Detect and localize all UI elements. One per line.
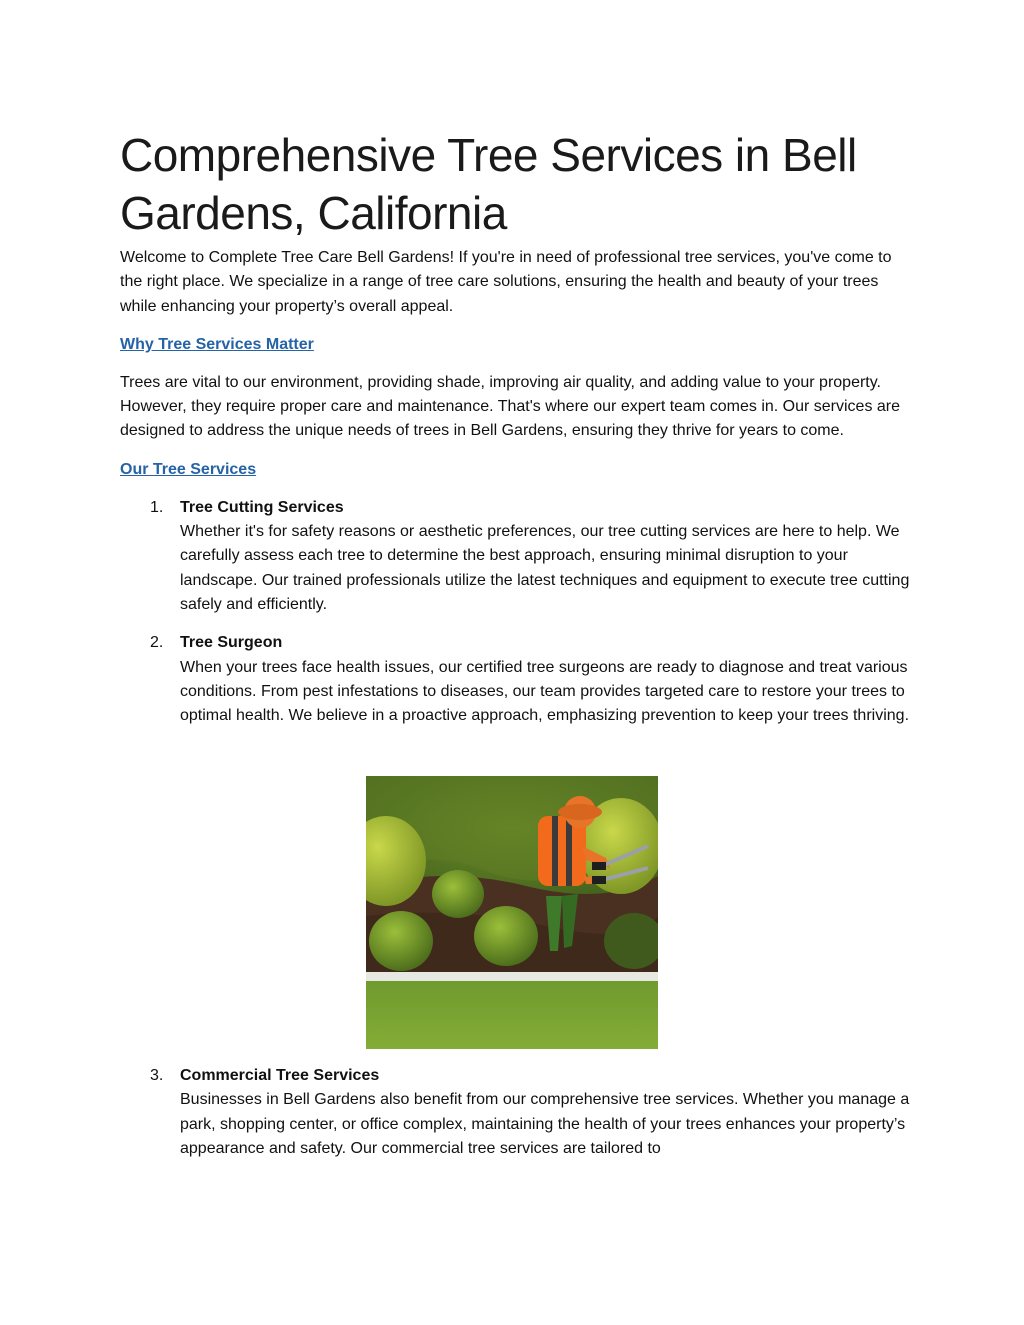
gardener-trimming-hedge-photo — [366, 776, 658, 1049]
intro-paragraph: Welcome to Complete Tree Care Bell Gardens! If you're in need of professional tree services, you've come to the right place. We specialize in a range of tree care solutions, ensuring the health and beauty of your trees while enhancing your property’s overall appeal. — [120, 249, 892, 315]
service-description: Whether it's for safety reasons or aesthetic preferences, our tree cutting services are here to help. We carefully assess each tree to determine the best approach, ensuring minimal disruption to your landscape. Our trained professionals utilize the latest techniques and equipment to execute tree cutting safely and efficiently. — [180, 523, 910, 613]
service-description: Businesses in Bell Gardens also benefit from our comprehensive tree services. Whether you manage a park, shopping center, or office complex, maintaining the health of your trees enhances your property’s appearance and safety. Our commercial tree services are tailored to — [180, 1091, 910, 1157]
service-title: Commercial Tree Services — [180, 1067, 380, 1084]
list-number: 1. — [150, 498, 164, 516]
services-list — [120, 496, 910, 729]
list-number: 3. — [150, 1067, 164, 1084]
why-paragraph: Trees are vital to our environment, providing shade, improving air quality, and adding value to your property. However, they require proper care and maintenance. That's where our expert team comes in. Our services are designed to address the unique needs of trees in Bell Gardens, ensuring they thrive for years to come. — [120, 373, 901, 440]
service-title: Tree Surgeon — [180, 634, 283, 652]
document-page — [120, 126, 910, 742]
list-item — [120, 496, 910, 617]
list-item-commercial — [120, 1064, 910, 1161]
our-tree-services-link[interactable]: Our Tree Services — [120, 460, 257, 478]
list-item — [120, 1064, 910, 1161]
list-number: 2. — [150, 634, 164, 652]
page-title: Comprehensive Tree Services in Bell Gardens, California — [120, 129, 857, 239]
why-tree-services-link[interactable]: Why Tree Services Matter — [120, 335, 314, 353]
service-description: When your trees face health issues, our certified tree surgeons are ready to diagnose and treat various conditions. From pest infestations to diseases, our team provides targeted care to restore your trees to optimal health. We believe in a proactive approach, emphasizing prevention to keep your trees thriving. — [180, 658, 910, 725]
service-title: Tree Cutting Services — [180, 498, 344, 516]
list-item — [120, 631, 910, 728]
